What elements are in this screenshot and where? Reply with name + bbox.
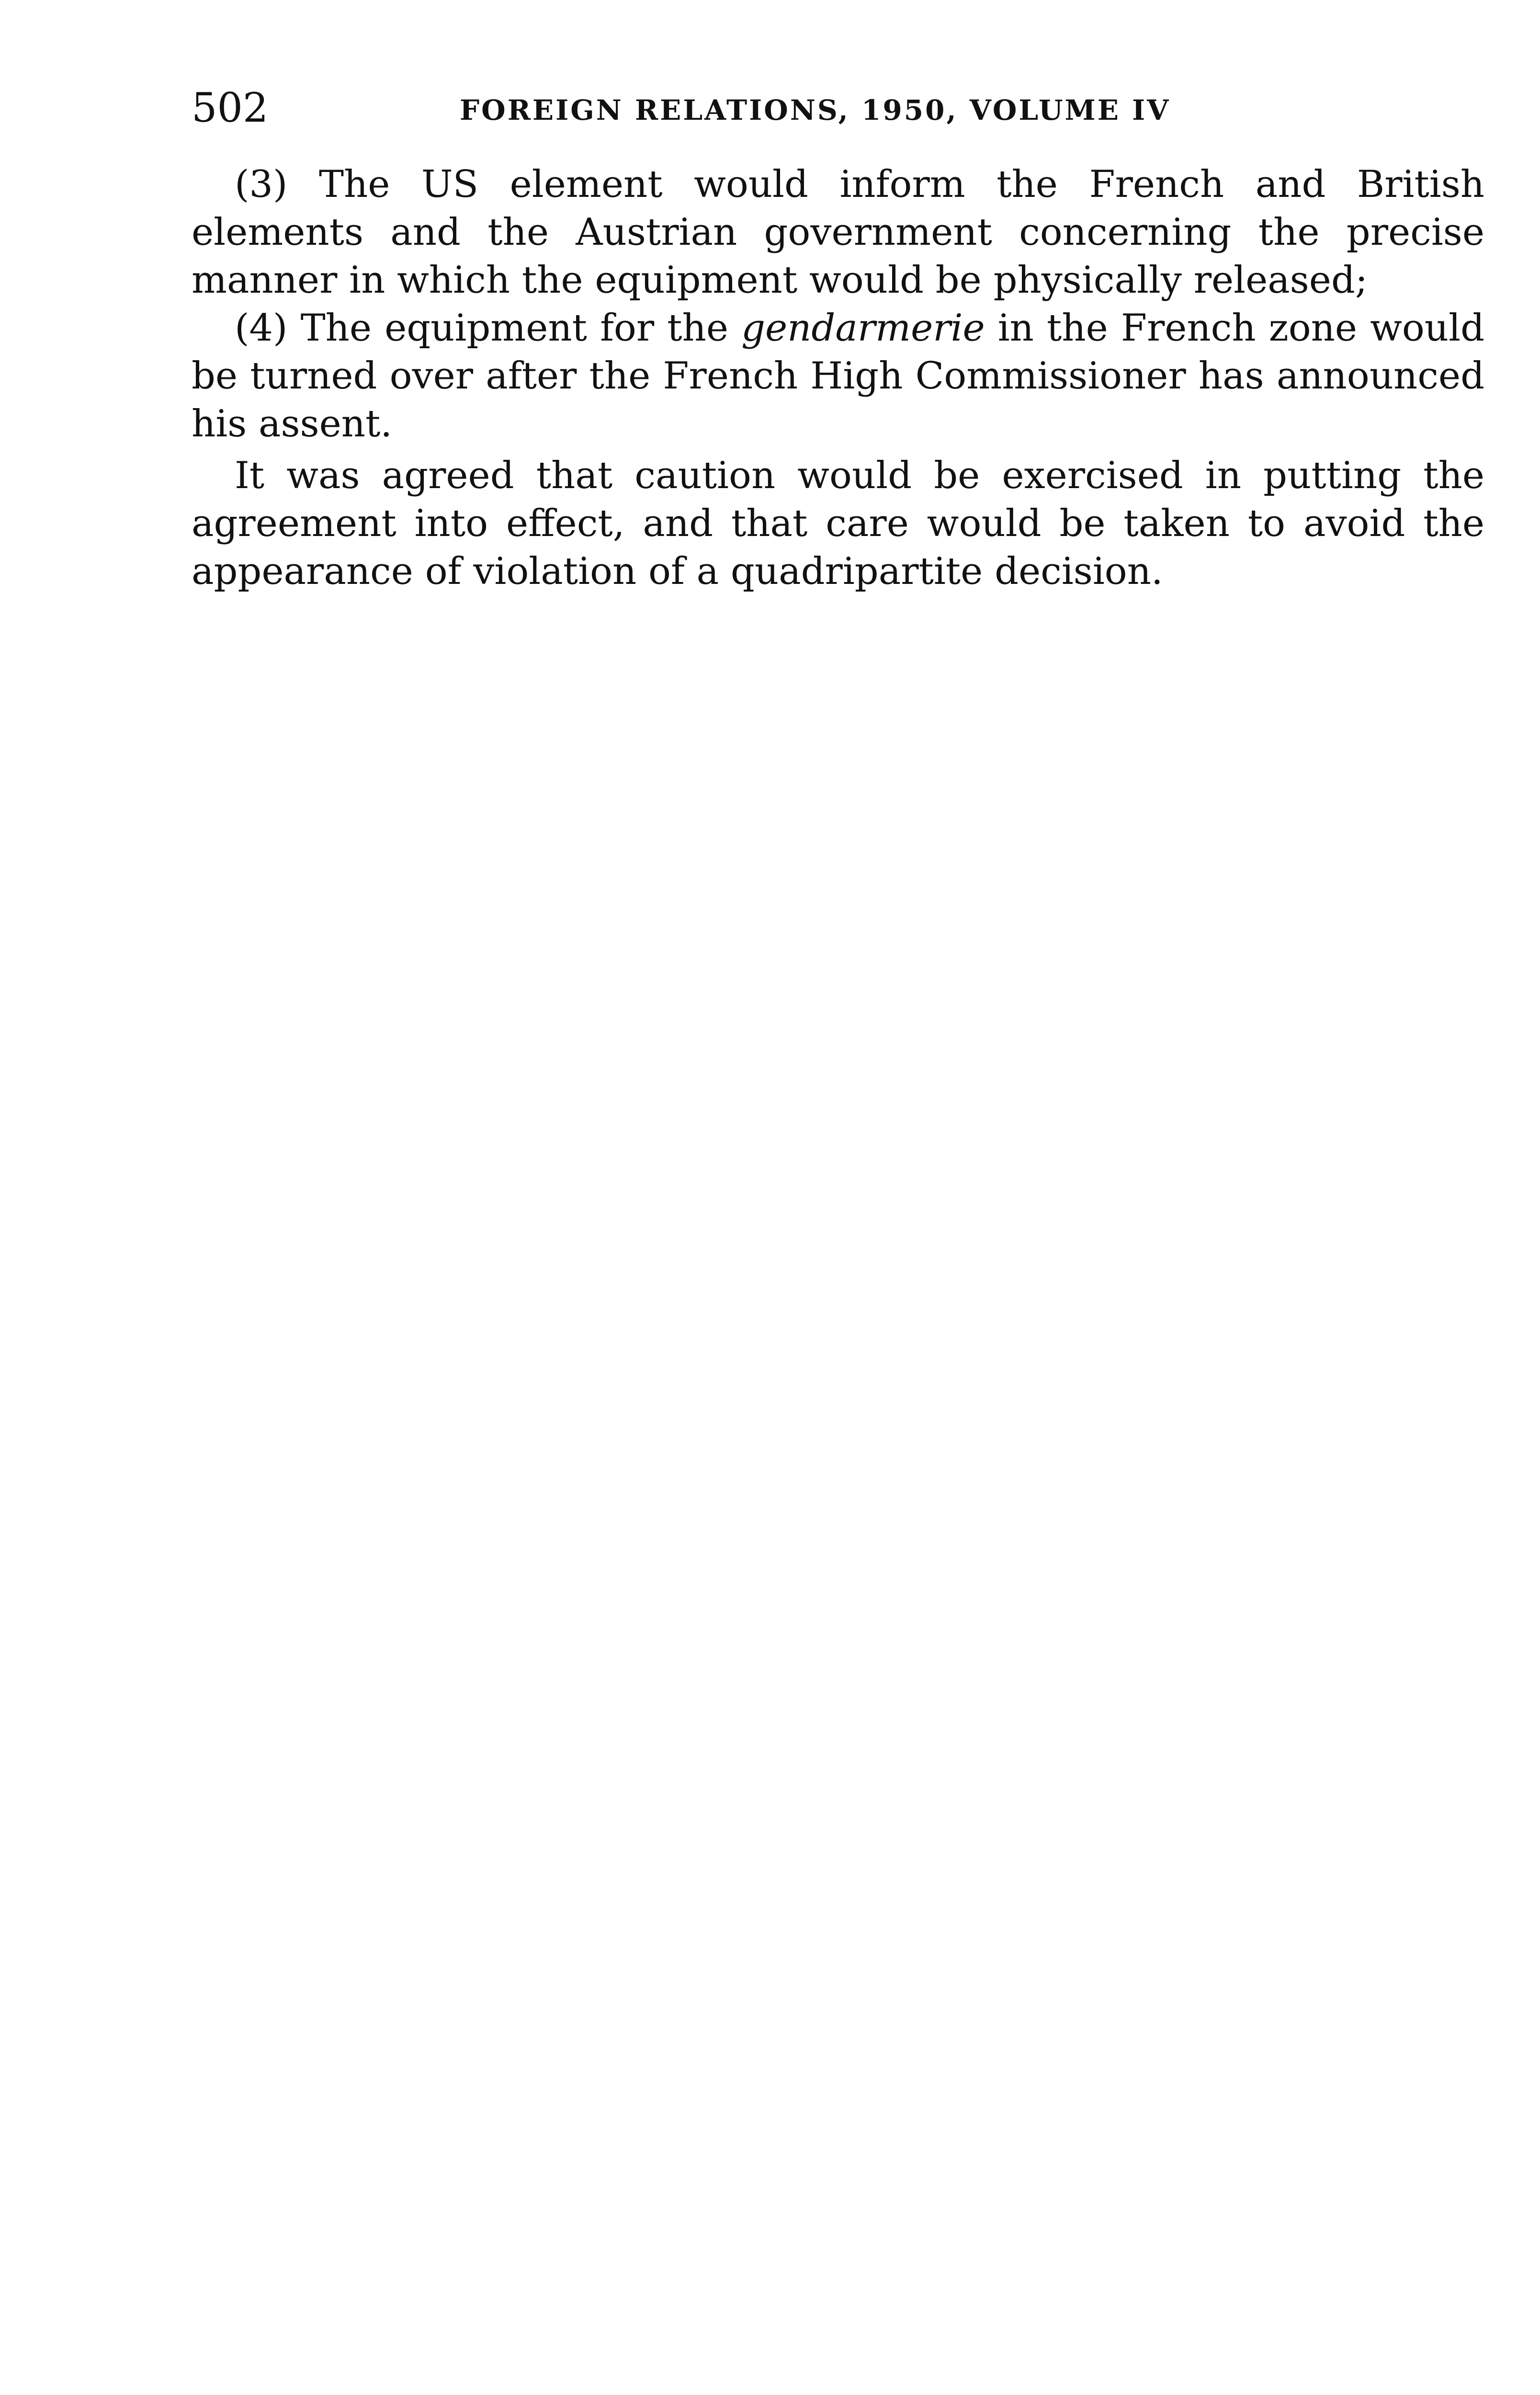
italic-term-gendarmerie: gendarmerie [741,307,985,350]
running-header [192,81,1216,134]
paragraph-agreement: It was agreed that caution would be exercised in putting the agreement into effect, and that care would be taken to avoid the appearance of violation of a quadripartite decision. [192,454,1496,593]
body-text [192,160,1496,595]
paragraph-item-4 [192,304,1496,448]
page-number: 502 [192,84,269,131]
running-title: FOREIGN RELATIONS, 1950, VOLUME IV [460,94,1171,126]
paragraph-item-4-text-start: (4) The equipment for the [235,307,742,350]
paragraph-item-3: (3) The US element would inform the French and British elements and the Austrian government concerning the precise manner in which the equipment would be physically released; [192,163,1496,302]
paragraph-item-4-text-end: in the French zone would be turned over after the French High Commissioner has announced his assent. [192,307,1496,445]
